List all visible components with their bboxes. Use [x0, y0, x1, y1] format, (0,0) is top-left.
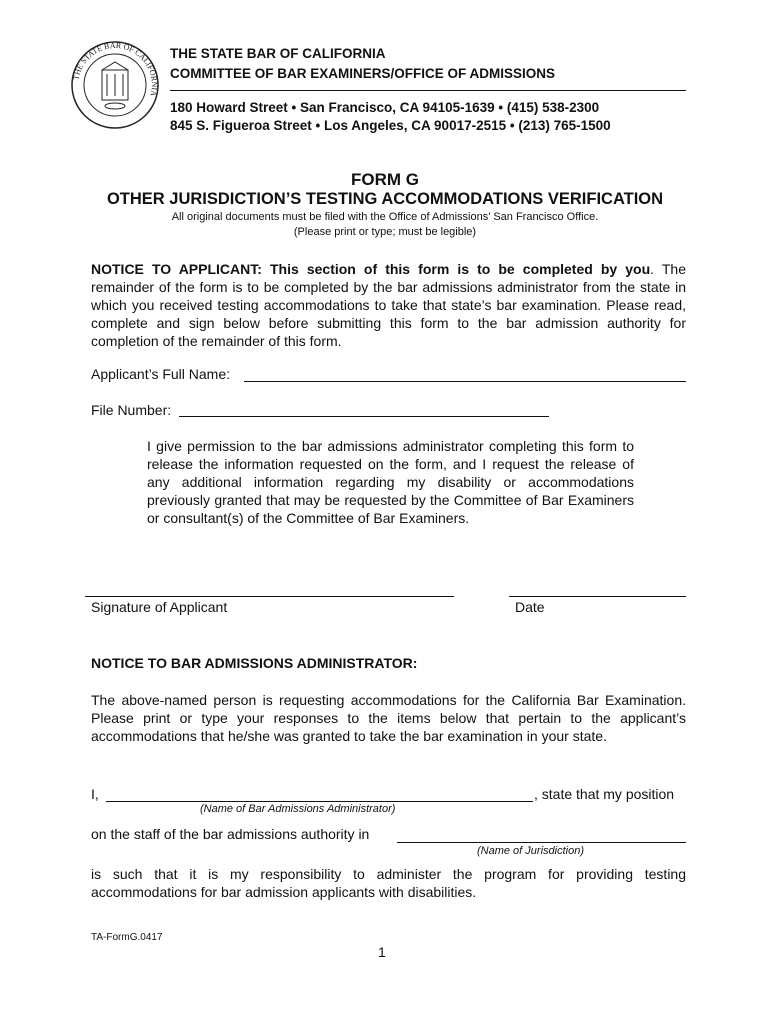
- form-code: TA-FormG.0417: [91, 932, 163, 943]
- address-los-angeles: 845 S. Figueroa Street • Los Angeles, CA 90017-2515 • (213) 765-1500: [170, 118, 611, 133]
- page-number: 1: [378, 944, 386, 960]
- full-name-label: Applicant’s Full Name:: [91, 366, 231, 382]
- responsibility-statement: is such that it is my responsibility to administer the program for providing testing accommodations for bar admission applicants with disabilities.: [91, 866, 686, 900]
- jurisdiction-caption: (Name of Jurisdiction): [477, 845, 584, 857]
- address-san-francisco: 180 Howard Street • San Francisco, CA 94105-1639 • (415) 538-2300: [170, 100, 600, 115]
- applicant-notice-heading: NOTICE TO APPLICANT: This section of this form is to be completed by you: [91, 261, 651, 277]
- administrator-intro: The above-named person is requesting accommodations for the California Bar Examination. Please print or type your responses to the items below that pertain to the applicant’s accommodations that he/she was granted to take the bar examination in your state.: [91, 692, 686, 744]
- full-name-field[interactable]: [244, 381, 686, 382]
- applicant-notice-body: The remainder of the form is to be completed by the bar admissions administrator from the state in which you received testing accommodations to take that state’s bar examination. Please read, complete and sign below before submitting this form to the bar admission authority for completion of the remainder of this form.: [91, 261, 686, 349]
- org-subdivision: COMMITTEE OF BAR EXAMINERS/OFFICE OF ADMISSIONS: [170, 66, 556, 81]
- staff-label: on the staff of the bar admissions authority in: [91, 826, 370, 842]
- date-label: Date: [515, 599, 545, 615]
- state-bar-seal: [70, 40, 160, 130]
- filing-note: All original documents must be filed with the Office of Admissions’ San Francisco Office.: [171, 211, 599, 223]
- form-title: OTHER JURISDICTION’S TESTING ACCOMMODATIONS VERIFICATION: [106, 190, 664, 208]
- org-name: THE STATE BAR OF CALIFORNIA: [170, 46, 386, 61]
- administrator-notice-heading: NOTICE TO BAR ADMISSIONS ADMINISTRATOR:: [91, 655, 418, 671]
- jurisdiction-field[interactable]: [397, 842, 686, 843]
- applicant-notice: NOTICE TO APPLICANT: This section of this form is to be completed by you. The remainder of the form is to be completed by the bar admissions administrator from the state in which you received testing accommodations to take that state’s bar examination. Please read, complete and sign below before submitting this form to the bar admission authority for completion of the remainder of this form.: [91, 261, 686, 349]
- permission-statement: I give permission to the bar admissions administrator completing this form to release the information requested on the form, and I request the release of any additional information regarding my disability or accommodations previously granted that may be requested by the Committee of Bar Examiners or consultant(s) of the Committee of Bar Examiners.: [147, 438, 634, 526]
- seal-text: THE STATE BAR OF CALIFORNIA: [71, 40, 160, 98]
- i-label: I,: [91, 786, 99, 802]
- signature-label: Signature of Applicant: [91, 599, 228, 615]
- header-divider: [170, 90, 686, 91]
- legibility-note: (Please print or type; must be legible): [293, 226, 477, 238]
- state-position-text: , state that my position: [534, 786, 675, 802]
- signature-field[interactable]: [85, 596, 454, 597]
- administrator-name-caption: (Name of Bar Admissions Administrator): [200, 803, 396, 815]
- administrator-name-field[interactable]: [106, 801, 533, 802]
- file-number-label: File Number:: [91, 402, 172, 418]
- form-label: FORM G: [351, 170, 419, 189]
- file-number-field[interactable]: [179, 416, 549, 417]
- date-field[interactable]: [509, 596, 686, 597]
